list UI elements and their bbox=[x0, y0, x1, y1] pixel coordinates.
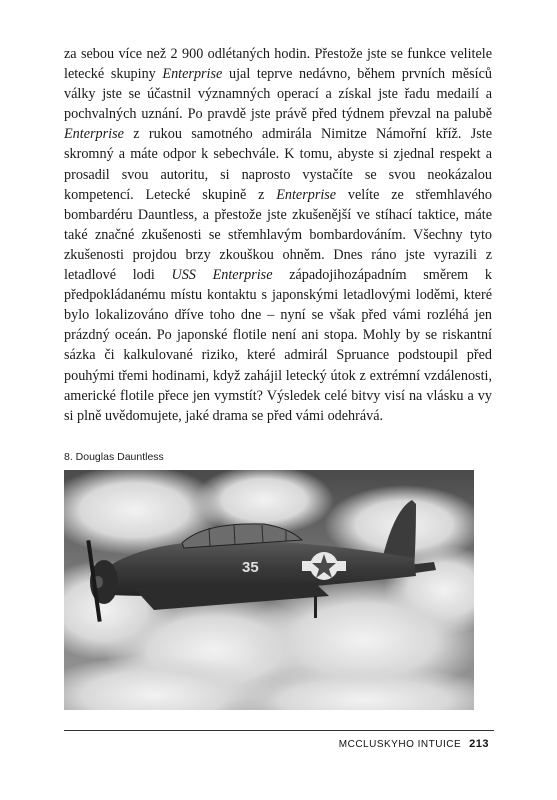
fuselage-number: 35 bbox=[242, 559, 259, 576]
body-text bbox=[64, 44, 492, 426]
aircraft-photo bbox=[64, 470, 474, 710]
body-text-run: za sebou více než 2 900 odlétaných hodin. Přestože jste se funkce velitele letecké skupiny bbox=[64, 46, 492, 83]
running-title: MCCLUSKYHO INTUICE bbox=[338, 739, 462, 750]
page-footer bbox=[339, 738, 489, 750]
ship-name-italic: USS Enterprise bbox=[171, 267, 273, 284]
ship-name-italic: Enterprise bbox=[64, 126, 124, 143]
body-text-run: velíte ze střemhlavého bombardéru Dauntless, a přestože jste zkušenější ve stíhací taktice, máte také značné zkušenosti se střemhlavým bombardováním. Všechny tyto zkušenosti projdou brzy zkouškou ohněm. Dnes ráno jste vyrazili z letadlové lodi bbox=[64, 186, 492, 284]
body-text-run: západojihozápadním směrem k předpokládanému místu kontaktu s japonskými letadlovými loděmi, které bylo lokalizováno dříve toho dne – nyní se však před vámi rozléhá jen prázdný oceán. Po japonské flotile není ani stopa. Mohly by se riskantní sázka či kalkulované riziko, které admirál Spruance podstoupil před pouhými třemi hodinami, když zahájil letecký útok z extrémní vzdálenosti, americké flotile přece jen vymstít? Výsledek celé bitvy visí na vlásku a vy si plně uvědomujete, jaké drama se před vámi odehrává. bbox=[64, 267, 492, 424]
page-number: 213 bbox=[469, 738, 489, 750]
dauntless-photo-illustration bbox=[64, 470, 474, 710]
ship-name-italic: Enterprise bbox=[162, 66, 223, 83]
footer-rule bbox=[64, 730, 494, 731]
body-text-run: z rukou samotného admirála Nimitze Námořní kříž. Jste skromný a máte odpor k sebechvále. K tomu, abyste si zjednal respekt a prosadil svou autoritu, si naprosto vystačíte se svou neokázalou kompetencí. Letecké skupině z bbox=[64, 126, 492, 203]
body-text-run: ujal teprve nedávno, během prvních měsíců války jste se účastnil významných operací a získal jste řadu medailí a pochvalných uznání. Po pravdě jste právě před týdnem převzal na palubě bbox=[64, 66, 492, 123]
figure-caption: 8. Douglas Dauntless bbox=[64, 451, 164, 463]
ship-name-italic: Enterprise bbox=[276, 186, 337, 203]
